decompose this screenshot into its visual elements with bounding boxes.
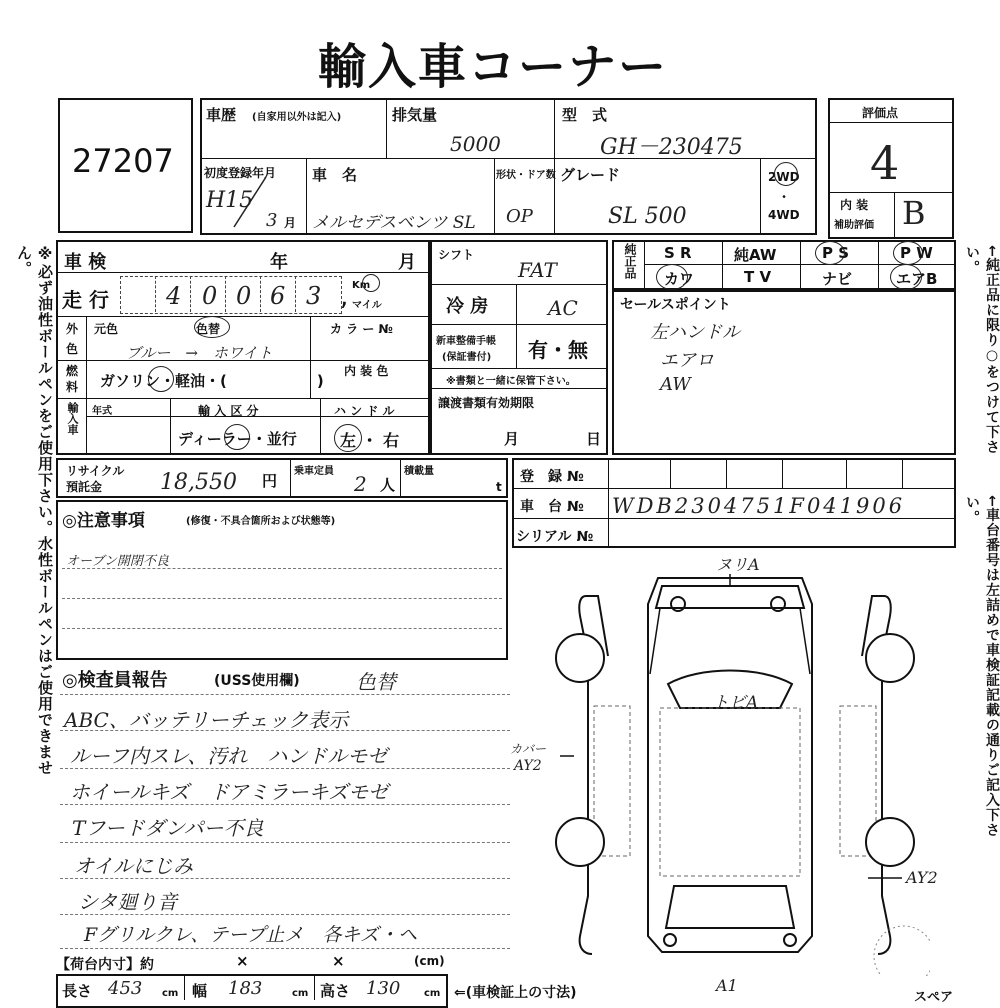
transfer-label: 譲渡書類有効期限 — [438, 396, 535, 410]
bed-length-cm: cm — [162, 988, 179, 999]
displacement-value: 5000 — [450, 132, 501, 156]
report-line-2: ルーフ内スレ、汚れ ハンドルモゼ — [70, 744, 388, 768]
recycle-yen: 円 — [262, 472, 278, 490]
report-subtitle: (USS使用欄) — [214, 673, 300, 689]
shift-label: シフト — [438, 248, 475, 262]
report-line-3: ホイールキズ ドアミラーキズモゼ — [70, 780, 389, 804]
bed-x2: × — [332, 952, 345, 970]
drive-4wd: 4WD — [768, 208, 800, 222]
first-reg-month-char: 月 — [284, 216, 297, 230]
equipment-side-label: 純正品 — [623, 243, 637, 279]
notes-title: ◎注意事項 — [62, 511, 145, 531]
right-side-note-top: ←純正品に限り○をつけて下さい。 — [964, 245, 1000, 455]
grade-value: SL 500 — [608, 204, 687, 229]
bed-width-cm: cm — [292, 988, 309, 999]
capacity-unit: 人 — [380, 476, 396, 494]
mileage-digit-3: 0 — [236, 282, 252, 310]
diagram-top-mark: ヌリA — [716, 555, 760, 574]
right-side-note-bottom: ←車台番号は左詰めで車検証記載の通りご記入下さい。 — [964, 495, 1000, 838]
model-label: 型 式 — [562, 106, 608, 124]
mileage-unit-mile: マイル — [352, 300, 382, 311]
shaken-month-label: 月 — [398, 252, 416, 273]
import-type-label: 輸 入 区 分 — [198, 404, 259, 418]
warranty-label-1: 新車整備手帳 — [436, 336, 496, 347]
shape-door-value: OP — [506, 206, 533, 227]
shape-door-label: 形状・ドア数 — [496, 170, 556, 181]
transfer-day: 日 — [586, 430, 602, 448]
report-title: ◎検査員報告 — [62, 670, 168, 691]
bed-height-value: 130 — [366, 978, 401, 999]
lot-number: 27207 — [72, 142, 174, 180]
report-line-1: ABC、バッテリーチェック表示 — [64, 708, 349, 732]
bed-length-value: 453 — [108, 978, 143, 999]
notes-subtitle: (修復・不具合箇所および状態等) — [186, 516, 336, 527]
km-circle — [362, 274, 380, 292]
bed-length-label: 長さ — [62, 982, 93, 1000]
repaint-label: 色替 — [196, 322, 221, 336]
handle-label: ハ ン ド ル — [334, 404, 395, 418]
interior-color-label: 内 装 色 — [344, 364, 389, 378]
chassis-label: 車 台 № — [520, 499, 584, 515]
fuel-side-label-1: 燃 — [66, 364, 79, 378]
drive-2wd: 2WD — [768, 170, 800, 184]
diagram-bottom-mark: A1 — [716, 976, 738, 995]
first-reg-slash — [230, 175, 270, 230]
equip-leather: カワ — [664, 270, 695, 288]
shaken-label: 車 検 — [64, 252, 107, 273]
page-title: 輸入車コーナー — [318, 39, 669, 95]
diagram-side-mark-1: カバー — [510, 742, 547, 756]
bed-arrow-note: ⇐(車検証上の寸法) — [454, 985, 577, 1001]
sales-point-1: 左ハンドル — [650, 322, 740, 343]
bed-width-label: 幅 — [192, 982, 208, 1000]
mileage-digit-2: 0 — [202, 282, 218, 310]
transfer-month: 月 — [504, 430, 520, 448]
equip-pw: P W — [900, 244, 933, 262]
bed-height-cm: cm — [424, 988, 441, 999]
registration-label: 登 録 № — [520, 469, 584, 485]
serial-label: シリアル № — [516, 529, 594, 545]
color-value: ブルー → ホワイト — [126, 344, 273, 362]
handle-value: 左 ・ 右 — [340, 431, 400, 450]
left-side-note: ※必ず油性ボールペンをご使用下さい。水性ボールペンはご使用できません。 — [15, 245, 54, 776]
capacity-label: 乗車定員 — [294, 466, 334, 477]
displacement-label: 排気量 — [392, 106, 438, 124]
report-line-4: Tフードダンパー不良 — [72, 816, 264, 840]
score-label: 評価点 — [862, 106, 899, 120]
report-line-5: オイルにじみ — [74, 854, 193, 878]
equip-airbag-circle — [890, 264, 922, 290]
mileage-digit-5: 3 — [306, 282, 322, 310]
report-line-7: Fグリルクレ、テープ止メ 各キズ・ヘ — [84, 924, 417, 946]
mileage-label: 走 行 — [62, 288, 109, 312]
shaken-year-label: 年 — [270, 252, 288, 273]
equip-tv: T V — [744, 268, 772, 286]
equip-ps: P S — [822, 244, 850, 262]
equip-leather-circle — [656, 264, 688, 290]
score-value: 4 — [870, 136, 900, 190]
first-reg-label: 初度登録年月 — [204, 166, 277, 180]
recycle-label-2: 預託金 — [66, 480, 103, 494]
bed-x1: × — [236, 952, 249, 970]
fuel-side-label-2: 料 — [66, 380, 79, 394]
model-year-label: 年式 — [92, 406, 112, 417]
report-header-note: 色替 — [356, 670, 396, 694]
first-reg-month: 3 — [266, 210, 278, 231]
drive-dot: ・ — [778, 190, 791, 204]
ac-label: 冷 房 — [446, 296, 489, 317]
interior-value: B — [902, 194, 926, 232]
equip-airbag: エアB — [896, 270, 938, 288]
sales-point-2: エアロ — [660, 350, 714, 371]
load-label: 積載量 — [404, 466, 434, 477]
sales-points-label: セールスポイント — [620, 297, 731, 313]
warranty-label-2: (保証書付) — [442, 352, 492, 363]
car-name-label: 車 名 — [312, 166, 358, 184]
import-dealer-circle — [224, 424, 250, 450]
mileage-digit-1: 4 — [166, 282, 182, 310]
diagram-roof-mark: トビA — [712, 693, 759, 713]
color-side-label-2: 色 — [66, 342, 79, 356]
history-label: 車歴 — [206, 106, 237, 124]
handle-left-circle — [334, 424, 362, 452]
interior-sub-label: 補助評価 — [834, 220, 874, 231]
bed-label: 【荷台内寸】約 — [56, 957, 154, 973]
mileage-unit-km: Km — [352, 280, 371, 291]
grade-label: グレード — [560, 166, 621, 184]
diagram-right-mark: AY2 — [906, 868, 938, 887]
color-number-label: カ ラ ー № — [330, 322, 393, 336]
notes-line-1: オーブン開閉不良 — [66, 554, 169, 569]
orig-color-label: 元色 — [94, 322, 119, 336]
spare-label: スペア — [914, 990, 954, 1005]
sales-point-3: AW — [660, 374, 691, 395]
car-name-value: メルセデスベンツ SL — [312, 213, 476, 233]
import-type-value: ディーラー・並行 — [178, 430, 297, 448]
equip-pw-circle — [893, 241, 923, 265]
repaint-circle — [194, 316, 230, 338]
recycle-label-1: リサイクル — [66, 464, 125, 478]
equip-navi: ナビ — [822, 270, 853, 288]
warranty-note: ※書類と一緒に保管下さい。 — [446, 376, 576, 387]
load-unit: t — [496, 480, 502, 494]
equip-genuine-aw: 純AW — [734, 246, 777, 264]
warranty-value: 有・無 — [528, 338, 588, 362]
interior-label: 内 装 — [840, 198, 869, 212]
fuel-gasoline-circle — [148, 366, 174, 392]
ac-value: AC — [548, 296, 578, 320]
color-side-label-1: 外 — [66, 322, 79, 336]
first-reg-era: H15 — [206, 188, 254, 213]
history-note: (自家用以外は記入) — [252, 112, 342, 123]
diagram-side-mark-2: AY2 — [514, 758, 542, 774]
mileage-digit-4: 6 — [270, 282, 286, 310]
drive-2wd-circle — [774, 162, 798, 186]
bed-unit: (cm) — [414, 954, 445, 968]
equip-ps-circle — [815, 241, 845, 265]
report-line-6: シタ廻り音 — [78, 890, 178, 914]
car-diagram — [540, 556, 930, 976]
model-value: GH－230475 — [600, 135, 743, 160]
shift-value: FAT — [518, 258, 557, 282]
import-side-label: 輸入車 — [66, 402, 79, 435]
sales-points-box — [612, 290, 956, 455]
capacity-value: 2 — [354, 472, 367, 496]
equip-sr: S R — [664, 244, 692, 262]
bed-height-label: 高さ — [320, 982, 351, 1000]
chassis-value: WDB2304751F041906 — [612, 494, 906, 518]
recycle-value: 18,550 — [160, 470, 237, 495]
fuel-value: ガソリン・軽油・( ) — [100, 372, 324, 390]
bed-width-value: 183 — [228, 978, 263, 999]
